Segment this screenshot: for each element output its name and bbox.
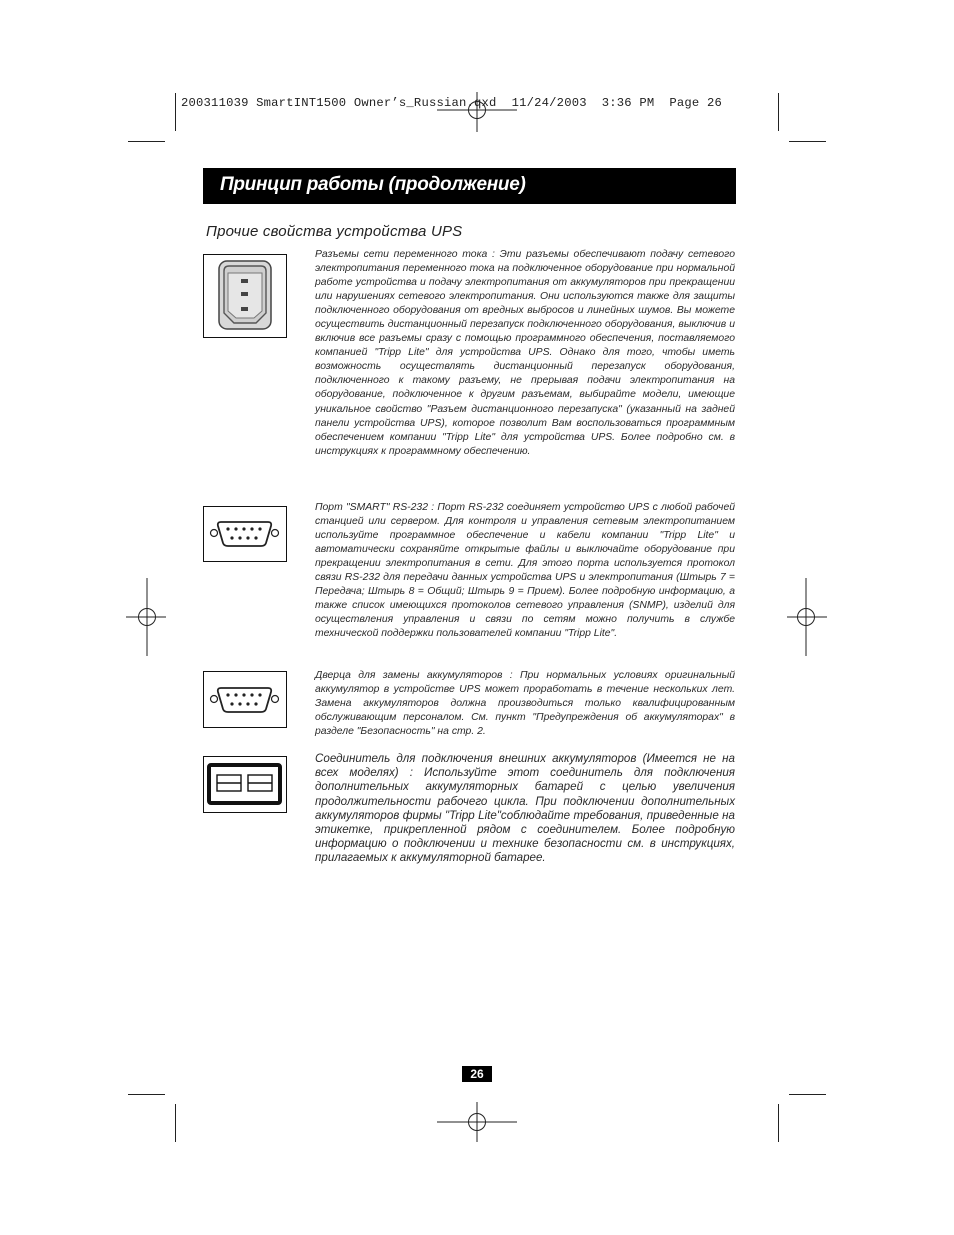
battery-connector-icon xyxy=(204,757,285,811)
registration-mark-top-icon xyxy=(437,92,517,132)
battery-door-icon xyxy=(204,672,285,726)
section-title-bar xyxy=(203,168,736,204)
ac-outlet-icon xyxy=(204,255,285,336)
registration-mark-right-icon xyxy=(787,578,827,656)
section-subtitle: Прочие свойства устройства UPS xyxy=(206,223,463,240)
battery-connector-figure xyxy=(203,756,287,813)
battery-door-figure xyxy=(203,671,287,728)
registration-mark-left-icon xyxy=(126,578,166,656)
db9-serial-port-icon xyxy=(204,507,285,560)
ac-outlet-figure xyxy=(203,254,287,338)
file-slug-line: 200311039 SmartINT1500 Owner’s_Russian.qxd 11/24/2003 3:36 PM Page 26 xyxy=(181,96,722,110)
page-number: 26 xyxy=(462,1066,492,1082)
battery-connector-description: Соединитель для подключения внешних аккумуляторов (Имеется не на всех моделях) : Используйте этот соединитель для подключения дополнительных аккумуляторных батарей с целью увеличения продолжительности рабочего цикла. При подключении дополнительных аккумуляторов фирмы "Tripp Lite"соблюдайте требования, приведенные на этикетке, прикрепленной рядом с соединителем. Более подробную информацию о подключении и технике безопасности см. в инструкциях, прилагаемых к аккумуляторной батарее. xyxy=(315,752,735,865)
ac-outlets-description: Разъемы сети переменного тока : Эти разъемы обеспечивают подачу сетевого электропитания переменного тока на подключенное оборудование при нормальной работе устройства и подачу электропитания от аккумуляторов при прекращении или нарушениях сетевого электропитания. Они используются также для защиты подключенного оборудования от вредных выбросов и линейных шумов. Вы можете осуществить дистанционный перезапуск подключенного оборудования, выключив и включив все разъемы сразу с помощью программного обеспечения, поставляемого компанией "Tripp Lite" для устройства UPS. Однако для того, чтобы иметь возможность осуществлять дистанционный перезапуск оборудования, подключенного к такому разъему, не прерывая подачи электропитания на оборудование, подключенное к другим разъемам, выбирайте модели, имеющие уникальное свойство "Разъем дистанционного перезапуска" (указанный на задней панели устройства UPS), которое позволит Вам воспользоваться программным обеспечением компании "Tripp Lite" для устройства UPS. Более подробно см. в инструкциях к программному обеспечению. xyxy=(315,249,735,457)
registration-mark-bottom-icon xyxy=(437,1102,517,1142)
page-title: Принцип работы (продолжение) xyxy=(220,174,526,195)
battery-door-description: Дверца для замены аккумуляторов : При нормальных условиях оригинальный аккумулятор в устройстве UPS может проработать в течение нескольких лет. Замена аккумуляторов должна производиться только квалифицированным обслуживающим персоналом. См. пункт "Предупреждения об аккумуляторах" в разделе "Безопасность" на стр. 2. xyxy=(315,670,735,738)
rs232-port-figure xyxy=(203,506,287,562)
rs232-port-description: Порт "SMART" RS-232 : Порт RS-232 соединяет устройство UPS с любой рабочей станцией или сервером. Для контроля и управления сетевым электропитанием используйте программное обеспечение и кабели компании "Tripp Lite" и автоматически сохраняйте открытые файлы и выключайте оборудование при прекращении электропитания в сети. Для этого порта используется протокол связи RS-232 для передачи данных устройства UPS и электропитания (Штырь 7 = Передача; Штырь 8 = Общий; Штырь 9 = Прием). Более подробную информацию, а также список имеющихся протоколов сетевого управления (SNMP), изделий для осуществления управления и связи по сетям можно получить в службе технической поддержки пользователей компании "Tripp Lite". xyxy=(315,502,735,640)
